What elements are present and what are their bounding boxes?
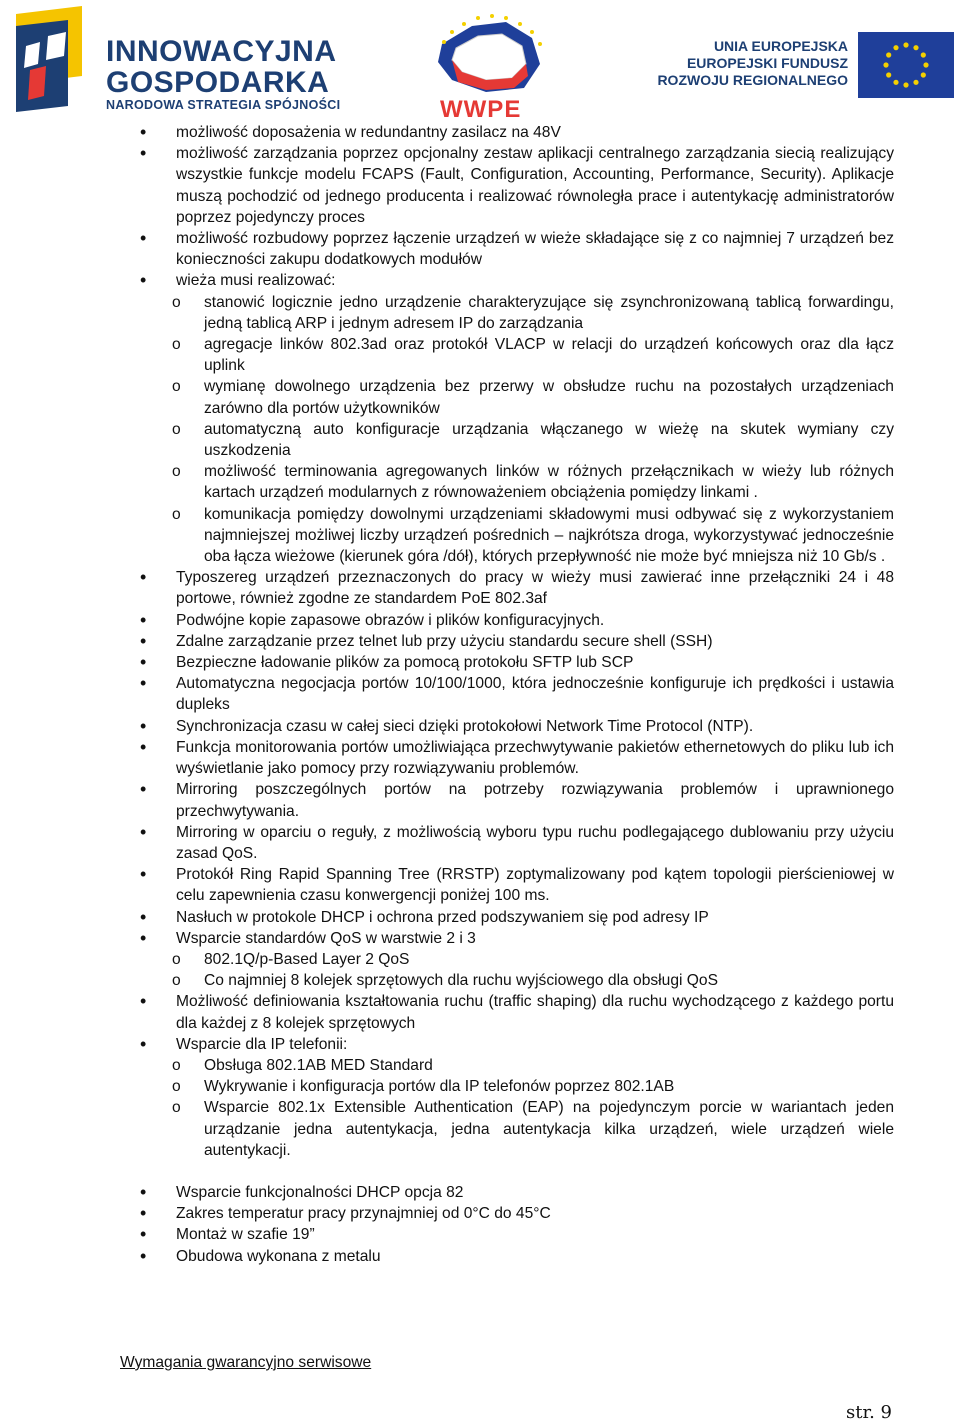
sub-list-item: o Wykrywanie i konfiguracja portów dla IP telefonów poprzez 802.1AB xyxy=(140,1076,894,1097)
list-item-label: wieża musi realizować: xyxy=(176,272,336,290)
eu-star-icon xyxy=(893,45,898,50)
list-item-label: Wsparcie standardów QoS w warstwie 2 i 3 xyxy=(176,929,476,947)
eu-text: UNIA EUROPEJSKA EUROPEJSKI FUNDUSZ ROZWOJU REGIONALNEGO xyxy=(657,38,848,88)
eu-star-icon xyxy=(903,42,908,47)
spacer xyxy=(140,1161,894,1182)
eu-star-icon xyxy=(893,80,898,85)
ig-subtitle: NARODOWA STRATEGIA SPÓJNOŚCI xyxy=(106,98,341,112)
eu-star-icon xyxy=(903,82,908,87)
list-item: • Synchronizacja czasu w całej sieci dzięki protokołowi Network Time Protocol (NTP). xyxy=(140,716,894,737)
list-item: • Automatyczna negocjacja portów 10/100/1000, która jednocześnie konfiguruje ich prędkości i ustawia dupleks xyxy=(140,673,894,715)
list-item: • Zakres temperatur pracy przynajmniej od 0°C do 45°C xyxy=(140,1203,894,1224)
section-heading: Wymagania gwarancyjno serwisowe xyxy=(120,1354,372,1371)
poland-map-icon xyxy=(432,8,550,98)
sub-list-item: o Co najmniej 8 kolejek sprzętowych dla ruchu wyjściowego dla obsługi QoS xyxy=(140,970,894,991)
sub-list-item: o agregacje linków 802.3ad oraz protokół VLACP w relacji do urządzeń końcowych oraz dla łącz uplink xyxy=(140,334,894,376)
list-item: • Podwójne kopie zapasowe obrazów i plików konfiguracyjnych. xyxy=(140,610,894,631)
wwpe-label: WWPE xyxy=(440,96,522,123)
list-item: • Montaż w szafie 19” xyxy=(140,1224,894,1245)
list-item xyxy=(140,1034,894,1161)
list-item: • Bezpieczne ładowanie plików za pomocą protokołu SFTP lub SCP xyxy=(140,652,894,673)
list-item: • możliwość doposażenia w redundantny zasilacz na 48V xyxy=(140,122,894,143)
requirements-list xyxy=(140,122,894,1161)
list-item xyxy=(140,928,894,992)
qos-sublist xyxy=(176,949,894,991)
eu-star-icon xyxy=(913,80,918,85)
list-item: • Mirroring poszczególnych portów na potrzeby rozwiązywania problemów i uprawnionego przechwytywania. xyxy=(140,779,894,821)
list-item: • możliwość rozbudowy poprzez łączenie urządzeń w wieże składające się z co najmniej 7 urządzeń bez konieczności zakupu dodatkowych modułów xyxy=(140,228,894,270)
eu-star-icon xyxy=(883,62,888,67)
eu-star-icon xyxy=(923,62,928,67)
sub-list-item: o Obsługa 802.1AB MED Standard xyxy=(140,1055,894,1076)
list-item: • Protokół Ring Rapid Spanning Tree (RRSTP) zoptymalizowany pod kątem topologii pierścieniowej w celu zapewnienia czasu konwergencji poniżej 100 ms. xyxy=(140,864,894,906)
list-item: • Wsparcie funkcjonalności DHCP opcja 82 xyxy=(140,1182,894,1203)
ig-title: INNOWACYJNA GOSPODARKA xyxy=(106,35,337,99)
eu-star-icon xyxy=(913,45,918,50)
eu-star-icon xyxy=(921,52,926,57)
wwpe-logo xyxy=(432,8,550,123)
list-item: • Typoszereg urządzeń przeznaczonych do pracy w wieży musi zawierać inne przełączniki 24 i 48 portowe, również zgodne ze standardem PoE 802.3af xyxy=(140,567,894,609)
list-item: • możliwość zarządzania poprzez opcjonalny zestaw aplikacji centralnego zarządzania siecią realizujący wszystkie funkcje modelu FCAPS (Fault, Configuration, Accounting, Performance, Security). Aplikacje muszą pochodzić od jednego producenta i realizować równoległa prace i autentykację administratorów poprzez pojedynczy proces xyxy=(140,143,894,228)
eu-star-icon xyxy=(921,72,926,77)
sub-list-item: o automatyczną auto konfiguracje urządzania włączanego w wieżę na skutek wymiany czy uszkodzenia xyxy=(140,419,894,461)
eu-flag-icon xyxy=(858,32,954,98)
sub-list-item: o Wsparcie 802.1x Extensible Authentication (EAP) na pojedynczym porcie w wariantach jeden urządzanie jedna autentykacja, jedna autentykacja kilka urządzeń, wiele urządzeń wiele autentykacji. xyxy=(140,1097,894,1161)
eu-star-icon xyxy=(886,72,891,77)
eu-logo xyxy=(657,32,958,102)
list-item: • Obudowa wykonana z metalu xyxy=(140,1246,894,1267)
list-item: • Zdalne zarządzanie przez telnet lub przy użyciu standardu secure shell (SSH) xyxy=(140,631,894,652)
requirements-list-2 xyxy=(140,1182,894,1267)
sub-list-item: o 802.1Q/p-Based Layer 2 QoS xyxy=(140,949,894,970)
sub-list-item: o wymianę dowolnego urządzenia bez przerwy w obsłudze ruchu na pozostałych urządzeniach zarówno dla portów użytkowników xyxy=(140,376,894,418)
page-number: str. 9 xyxy=(846,1402,892,1423)
list-item xyxy=(140,270,894,567)
sub-list-item: o komunikacja pomiędzy dowolnymi urządzeniami składowymi musi odbywać się z wykorzystaniem najmniejszej możliwej liczby urządzeń pośrednich – najkrótsza droga, wykorzystywać jednocześnie oba łącza wieżowe (kierunek góra /dół), których przepływność nie może być mniejsza niż 10 Gb/s . xyxy=(140,504,894,568)
list-item: • Możliwość definiowania kształtowania ruchu (traffic shaping) dla ruchu wychodzącego z każdego portu dla każdej z 8 kolejek sprzętowych xyxy=(140,991,894,1033)
ig-flag-icon xyxy=(8,6,100,112)
list-item: • Nasłuch w protokole DHCP i ochrona przed podszywaniem się pod adresy IP xyxy=(140,907,894,928)
sub-list-item: o możliwość terminowania agregowanych linków w różnych przełącznikach w wieży lub różnych kartach urządzeń modularnych z równoważeniem obciążenia pomiędzy linkami . xyxy=(140,461,894,503)
innowacyjna-gospodarka-logo xyxy=(8,6,341,112)
list-item: • Mirroring w oparciu o reguły, z możliwością wyboru typu ruchu podlegającego dublowaniu przy użyciu zasad QoS. xyxy=(140,822,894,864)
list-item: • Funkcja monitorowania portów umożliwiająca przechwytywanie pakietów ethernetowych do pliku lub ich wyświetlanie jako pomocy przy rozwiązywaniu problemów. xyxy=(140,737,894,779)
sub-list-item: o stanowić logicznie jedno urządzenie charakteryzujące się zsynchronizowaną tablicą forwardingu, jedną tablicą ARP i jednym adresem IP do zarządzania xyxy=(140,292,894,334)
document-body xyxy=(140,122,894,1267)
eu-star-icon xyxy=(886,52,891,57)
page-header xyxy=(0,0,960,123)
list-item-label: Wsparcie dla IP telefonii: xyxy=(176,1035,348,1053)
tower-sublist xyxy=(176,292,894,568)
ip-telephony-sublist xyxy=(176,1055,894,1161)
